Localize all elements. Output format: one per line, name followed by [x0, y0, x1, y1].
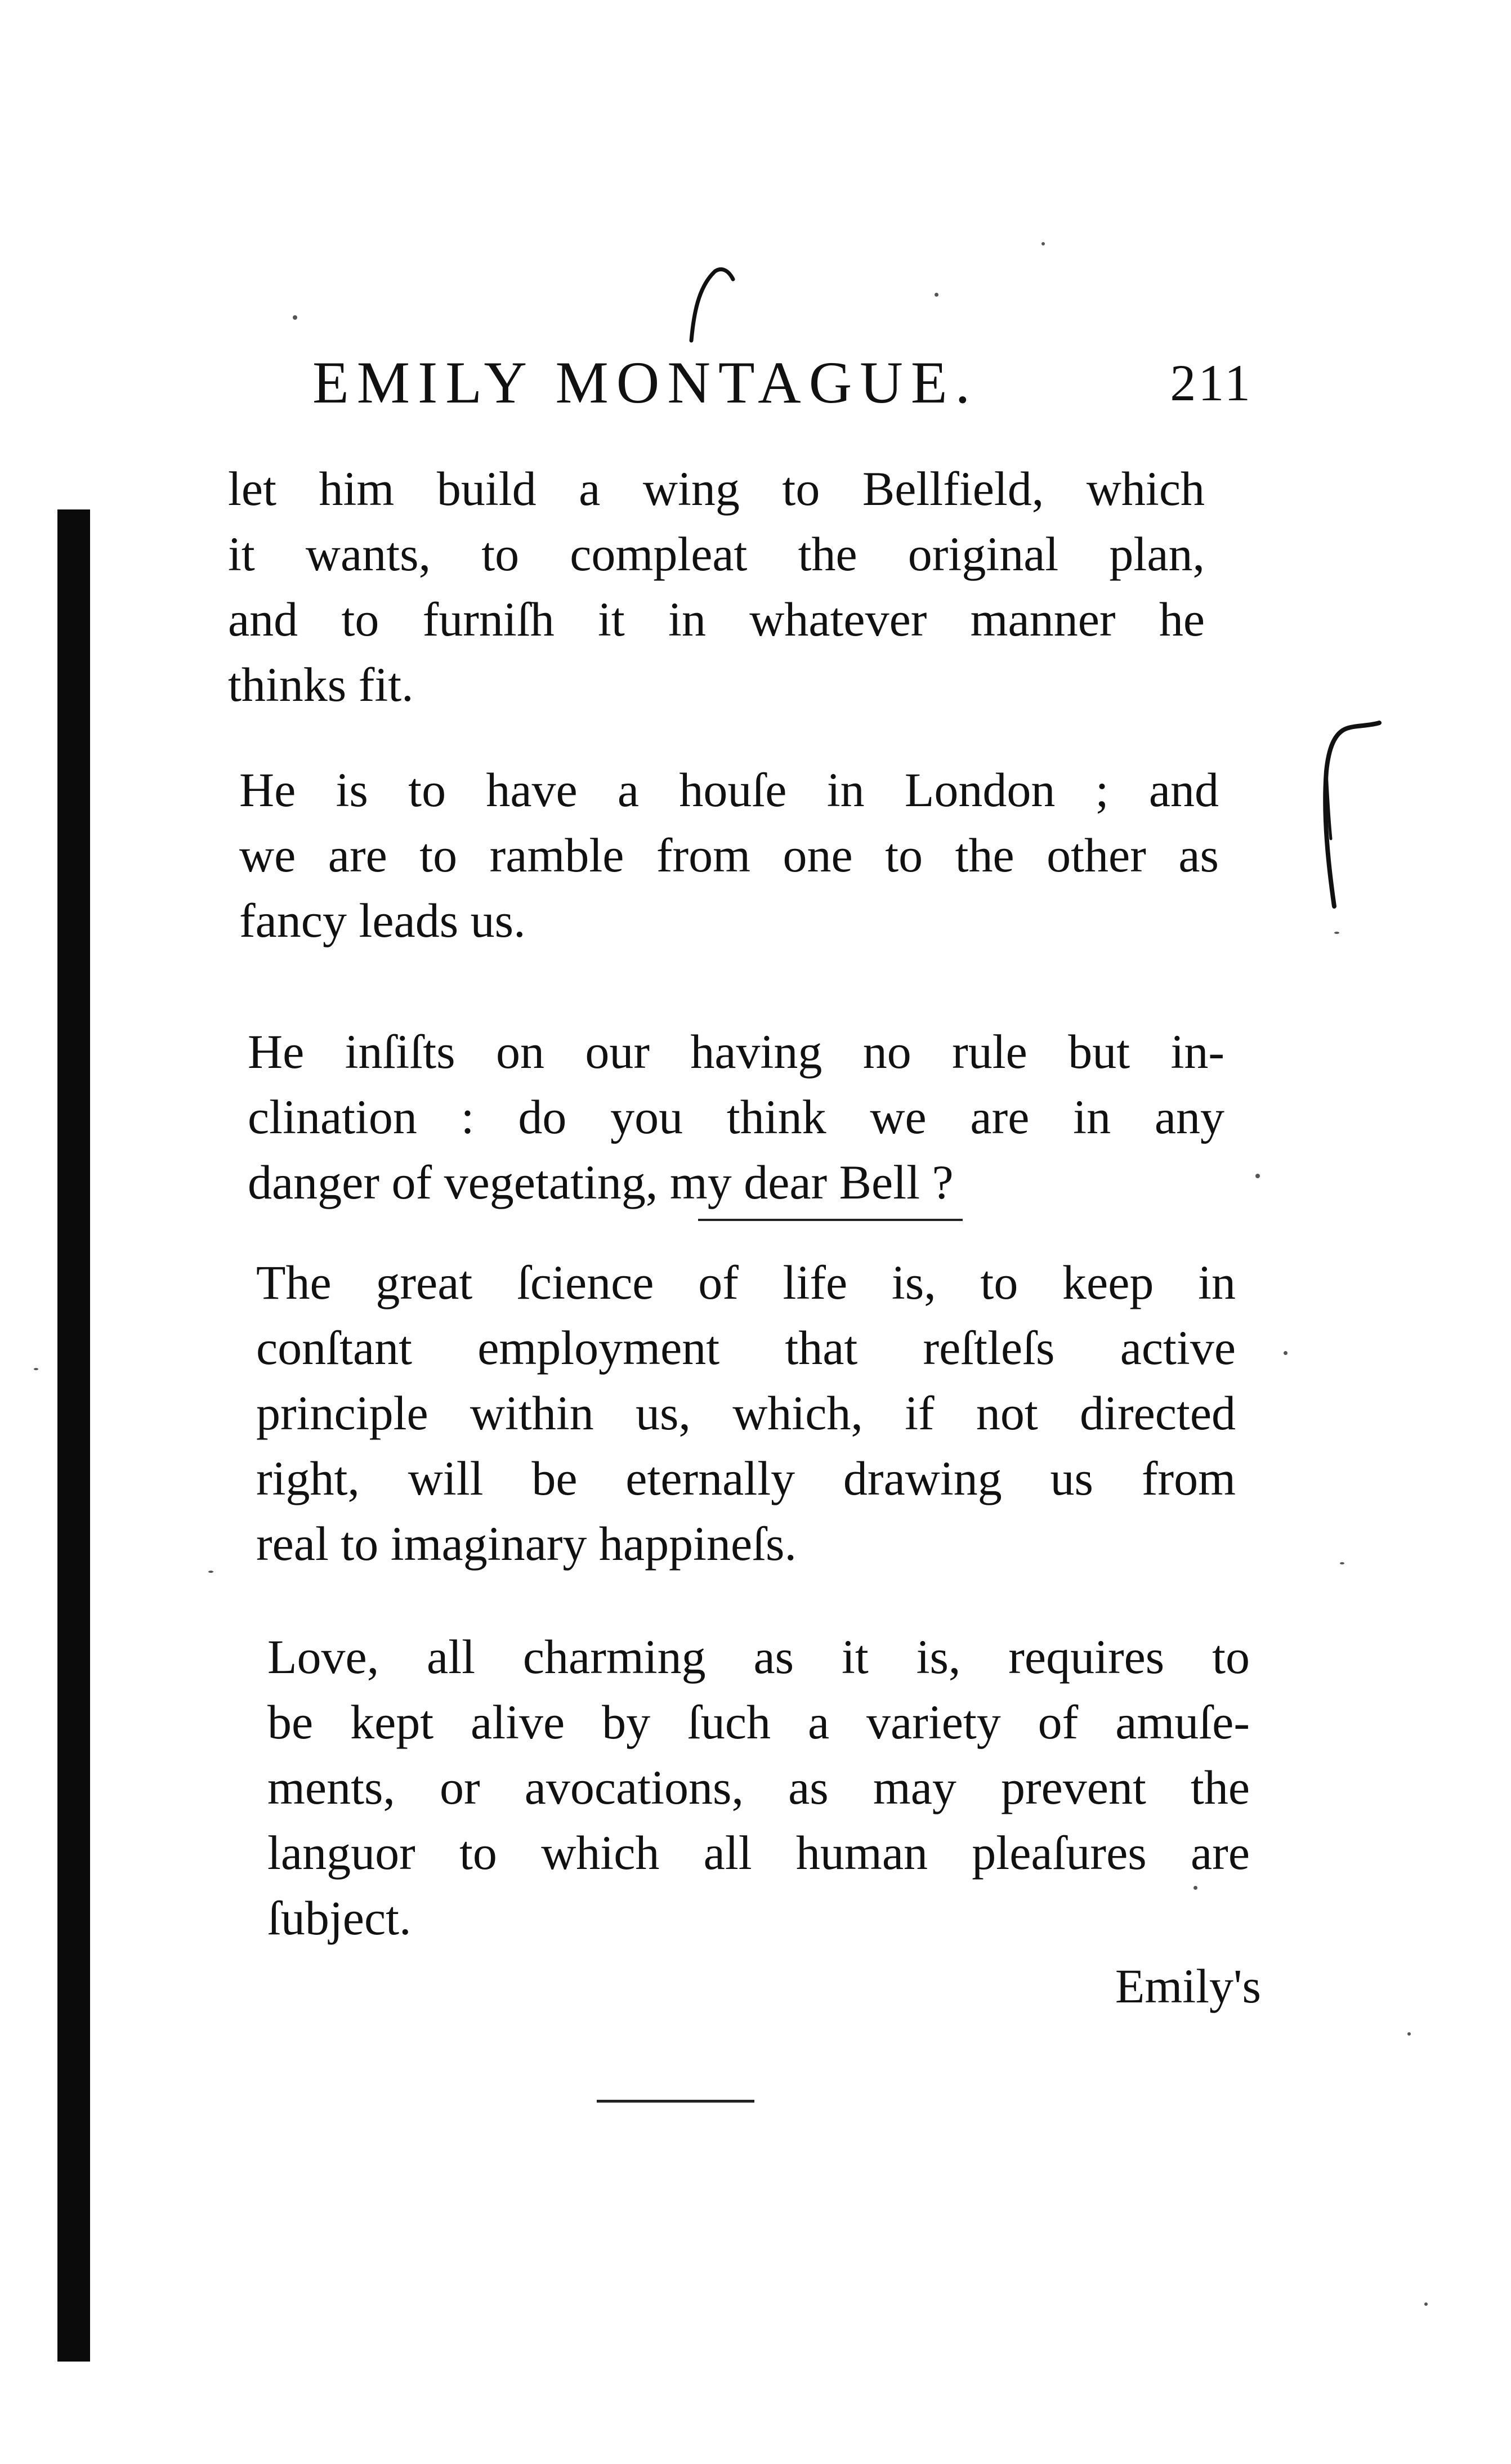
text-line: it wants, to compleat the original plan,: [228, 527, 1205, 581]
text-line: clination : do you think we are in any: [248, 1090, 1224, 1144]
text-line: conſtant employment that reſtleſs active: [256, 1321, 1236, 1375]
running-head: [312, 343, 1258, 422]
scan-speck: [1284, 1351, 1288, 1355]
scan-speck: [208, 1571, 213, 1573]
text-line: we are to ramble from one to the other as: [239, 828, 1219, 882]
pencil-mark-margin: [1312, 721, 1385, 912]
scan-speck: [1193, 1886, 1197, 1890]
scan-speck: [1255, 1174, 1260, 1178]
text-line: fancy leads us.: [239, 893, 526, 947]
scan-speck: [293, 315, 297, 320]
catchword: Emily's: [1115, 1959, 1261, 2013]
paragraph: [228, 456, 1205, 717]
paragraph: [239, 757, 1219, 953]
scan-speck: [1340, 1562, 1344, 1564]
text-line: danger of vegetating, my dear Bell ?: [248, 1155, 954, 1209]
scan-speck: [935, 293, 938, 297]
text-line: be kept alive by ſuch a variety of amuſe-: [267, 1695, 1250, 1749]
scan-speck: [1041, 242, 1045, 245]
scan-speck: [34, 1368, 38, 1370]
binding-shadow: [57, 509, 90, 2362]
text-line: languor to which all human pleaſures are: [267, 1826, 1250, 1880]
scan-speck: [1407, 2032, 1411, 2036]
pencil-mark-top: [681, 265, 743, 343]
text-line: real to imaginary happineſs.: [256, 1517, 797, 1571]
paragraph: [248, 1019, 1224, 1215]
text-line: He inſiſts on our having no rule but in-: [248, 1025, 1224, 1079]
text-line: He is to have a houſe in London ; and: [239, 763, 1219, 817]
text-line: ments, or avocations, as may prevent the: [267, 1760, 1250, 1814]
text-line: ſubject.: [267, 1891, 412, 1945]
bottom-rule: [597, 2100, 754, 2103]
text-line: The great ſcience of life is, to keep in: [256, 1255, 1236, 1309]
paragraph: [267, 1624, 1250, 1951]
text-line: and to furniſh it in whatever manner he: [228, 592, 1205, 646]
paragraph: [256, 1250, 1236, 1576]
section-divider: [698, 1219, 963, 1221]
text-line: let him build a wing to Bellfield, which: [228, 462, 1205, 516]
text-line: right, will be eternally drawing us from: [256, 1451, 1236, 1505]
text-line: thinks fit.: [228, 658, 414, 712]
page-number: 211: [1170, 354, 1253, 412]
scan-speck: [1334, 932, 1339, 934]
running-head-title: EMILY MONTAGUE.: [312, 350, 978, 415]
text-line: principle within us, which, if not directed: [256, 1386, 1236, 1440]
text-line: Love, all charming as it is, requires to: [267, 1630, 1250, 1684]
scan-speck: [1424, 2302, 1428, 2306]
